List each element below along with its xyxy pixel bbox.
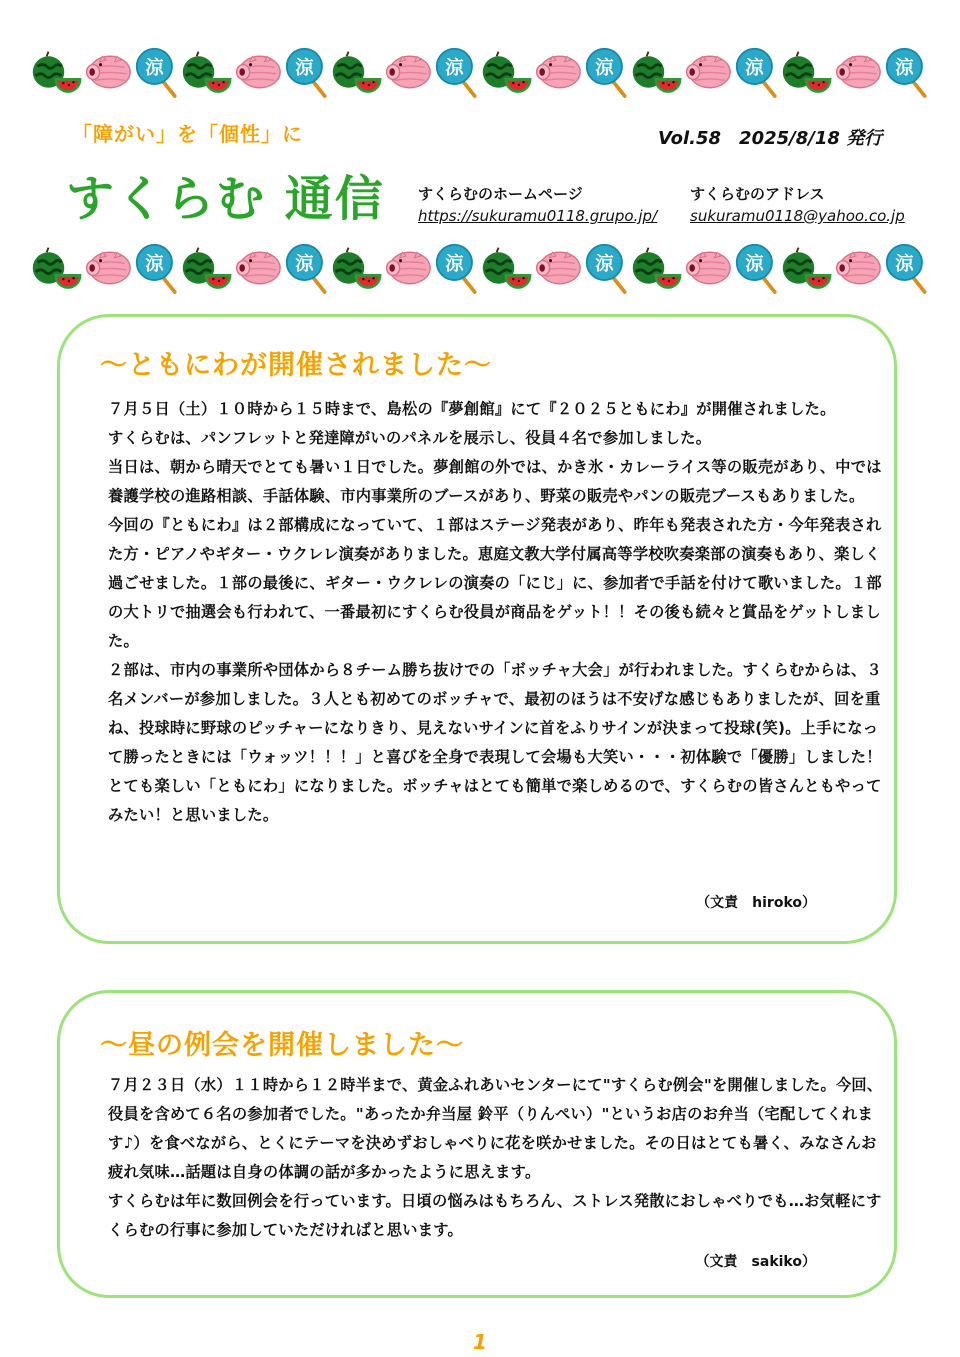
article-credit: （文責 hiroko）	[696, 895, 816, 911]
pig-mosquito-coil-icon	[682, 47, 734, 97]
svg-text:涼: 涼	[294, 57, 314, 79]
issue-info: Vol.58 2025/8/18 発行	[658, 128, 883, 149]
uchiwa-fan-icon	[584, 240, 630, 296]
uchiwa-fan-icon	[284, 240, 330, 296]
svg-text:涼: 涼	[744, 253, 764, 275]
pig-mosquito-coil-icon	[832, 243, 884, 293]
watermelon-icon	[330, 46, 382, 98]
pig-mosquito-coil-icon	[232, 243, 284, 293]
uchiwa-fan-icon	[284, 44, 330, 100]
article-title: ～昼の例会を開催しました～	[100, 1030, 464, 1061]
uchiwa-fan-icon	[134, 240, 180, 296]
pig-mosquito-coil-icon	[82, 47, 134, 97]
svg-text:涼: 涼	[594, 57, 614, 79]
paragraph: 今回の『ともにわ』は２部構成になっていて、１部はステージ発表があり、昨年も発表された方・今年発表された方・ピアノやギター・ウクレレ演奏がありました。恵庭文教大学付属高等学校吹奏楽部の演奏もあり、楽しく過ごせました。１部の最後に、ギター・ウクレレの演奏の「にじ」に、参加者で手話を付けて歌いました。１部の大トリで抽選会も行われて、一番最初にすくらむ役員が商品をゲット！！その後も続々と賞品をゲットしました。	[108, 516, 882, 650]
uchiwa-fan-icon	[734, 240, 780, 296]
paragraph: 当日は、朝から晴天でとても暑い１日でした。夢創館の外では、かき氷・カレーライス等の販売があり、中では養護学校の進路相談、手話体験、市内事業所のブースがあり、野菜の販売やパンの販売ブースもありました。	[108, 458, 882, 505]
watermelon-icon	[630, 46, 682, 98]
uchiwa-fan-icon	[584, 44, 630, 100]
pig-mosquito-coil-icon	[682, 243, 734, 293]
article-lunch-meeting	[57, 990, 897, 1298]
svg-text:涼: 涼	[594, 253, 614, 275]
address-block	[690, 183, 905, 227]
watermelon-icon	[330, 242, 382, 294]
article-tomoniwa	[57, 314, 897, 944]
watermelon-icon	[780, 242, 832, 294]
paragraph: ７月５日（土）１０時から１５時まで、島松の『夢創館』にて『２０２５ともにわ』が開催されました。	[108, 400, 836, 418]
decoration-row-top	[30, 44, 930, 100]
homepage-link[interactable]: https://sukuramu0118.grupo.jp/	[418, 207, 658, 225]
pig-mosquito-coil-icon	[832, 47, 884, 97]
uchiwa-fan-icon	[134, 44, 180, 100]
uchiwa-fan-icon	[434, 240, 480, 296]
watermelon-icon	[630, 242, 682, 294]
uchiwa-fan-icon	[884, 240, 930, 296]
watermelon-icon	[180, 46, 232, 98]
pig-mosquito-coil-icon	[232, 47, 284, 97]
svg-text:涼: 涼	[444, 57, 464, 79]
decoration-row-bottom	[30, 240, 930, 296]
svg-text:涼: 涼	[744, 57, 764, 79]
svg-text:涼: 涼	[894, 57, 914, 79]
paragraph: とても楽しい「ともにわ」になりました。ボッチャはとても簡単で楽しめるので、すくらむの皆さんともやってみたい！と思いました。	[108, 777, 882, 824]
watermelon-icon	[480, 46, 532, 98]
homepage-label: すくらむのホームページ	[418, 185, 583, 203]
uchiwa-fan-icon	[884, 44, 930, 100]
watermelon-icon	[180, 242, 232, 294]
watermelon-icon	[480, 242, 532, 294]
page-number: 1	[473, 1330, 487, 1354]
paragraph: ７月２３日（水）１１時から１２時半まで、黄金ふれあいセンターにて"すくらむ例会"を開催しました。今回、役員を含めて６名の参加者でした。"あったか弁当屋 鈴平（りんぺい）"というお店のお弁当（宅配してくれます♪）を食べながら、とくにテーマを決めずおしゃべりに花を咲かせました。その日はとても暑く、みなさんお疲れ気味…話題は自身の体調の話が多かったように思えます。	[108, 1076, 883, 1181]
pig-mosquito-coil-icon	[532, 243, 584, 293]
address-label: すくらむのアドレス	[690, 185, 825, 203]
tagline: 「障がい」を「個性」に	[72, 122, 303, 146]
svg-text:涼: 涼	[444, 253, 464, 275]
paragraph: すくらむは、パンフレットと発達障がいのパネルを展示し、役員４名で参加しました。	[108, 429, 712, 447]
article-credit: （文責 sakiko）	[695, 1254, 816, 1270]
email-link[interactable]: sukuramu0118@yahoo.co.jp	[690, 207, 905, 225]
svg-text:涼: 涼	[894, 253, 914, 275]
pig-mosquito-coil-icon	[82, 243, 134, 293]
article-body	[108, 1071, 883, 1245]
watermelon-icon	[30, 46, 82, 98]
paragraph: ２部は、市内の事業所や団体から８チーム勝ち抜けでの「ボッチャ大会」が行われました。すくらむからは、３名メンバーが参加しました。３人とも初めてのボッチャで、最初のほうは不安げな感じもありましたが、回を重ね、投球時に野球のピッチャーになりきり、見えないサインに首をふりサインが決まって投球(笑)。上手になって勝ったときには「ウォッツ！！！」と喜びを全身で表現して会場も大笑い・・・初体験で「優勝」しました！	[108, 661, 882, 766]
pig-mosquito-coil-icon	[382, 243, 434, 293]
article-body	[108, 395, 883, 830]
uchiwa-fan-icon	[434, 44, 480, 100]
article-title: ～ともにわが開催されました～	[100, 350, 492, 381]
svg-text:涼: 涼	[144, 253, 164, 275]
svg-text:涼: 涼	[294, 253, 314, 275]
pig-mosquito-coil-icon	[382, 47, 434, 97]
homepage-block	[418, 183, 657, 227]
paragraph: すくらむは年に数回例会を行っています。日頃の悩みはもちろん、ストレス発散におしゃべりでも…お気軽にすくらむの行事に参加していただければと思います。	[108, 1192, 882, 1239]
pig-mosquito-coil-icon	[532, 47, 584, 97]
newsletter-title: すくらむ 通信	[66, 171, 385, 227]
svg-text:涼: 涼	[144, 57, 164, 79]
uchiwa-fan-icon	[734, 44, 780, 100]
watermelon-icon	[780, 46, 832, 98]
watermelon-icon	[30, 242, 82, 294]
